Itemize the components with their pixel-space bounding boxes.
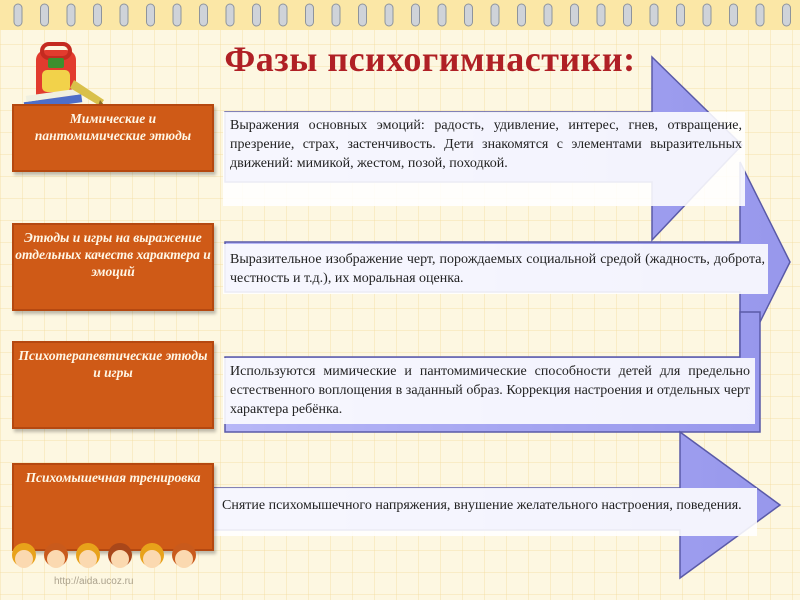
page-title: Фазы психогимнастики: bbox=[224, 39, 636, 79]
phase-description-psychotherapy: Используются мимические и пантомимические способности детей для предельно естественного воплощения в заданный образ. Коррекция настроения и отдельных черт характера ребёнка. bbox=[230, 364, 750, 417]
phase-description-character: Выразительное изображение черт, порождаемых социальной средой (жадность, доброта, честность и т.д.), их моральная оценка. bbox=[230, 252, 765, 286]
phase-label-psychotherapy: Психотерапевтические этюды и игры bbox=[12, 341, 214, 429]
children-faces-icon bbox=[8, 543, 198, 571]
phase-label-character: Этюды и игры на выражение отдельных качеств характера и эмоций bbox=[12, 223, 214, 311]
phase-label-psychomuscular: Психомышечная тренировка bbox=[12, 463, 214, 551]
watermark-url: http://aida.ucoz.ru bbox=[54, 576, 134, 587]
phase-label-mimic: Мимические и пантомимические этюды bbox=[12, 104, 214, 172]
phase-description-psychomuscular: Снятие психомышечного напряжения, внушение желательного настроения, поведения. bbox=[222, 498, 742, 513]
phase-description-mimic: Выражения основных эмоций: радость, удивление, интерес, гнев, отвращение, презрение, страх, застенчивость. Дети знакомятся с элементами выразительных движений: мимикой, жестом, позой, походкой. bbox=[230, 118, 742, 171]
